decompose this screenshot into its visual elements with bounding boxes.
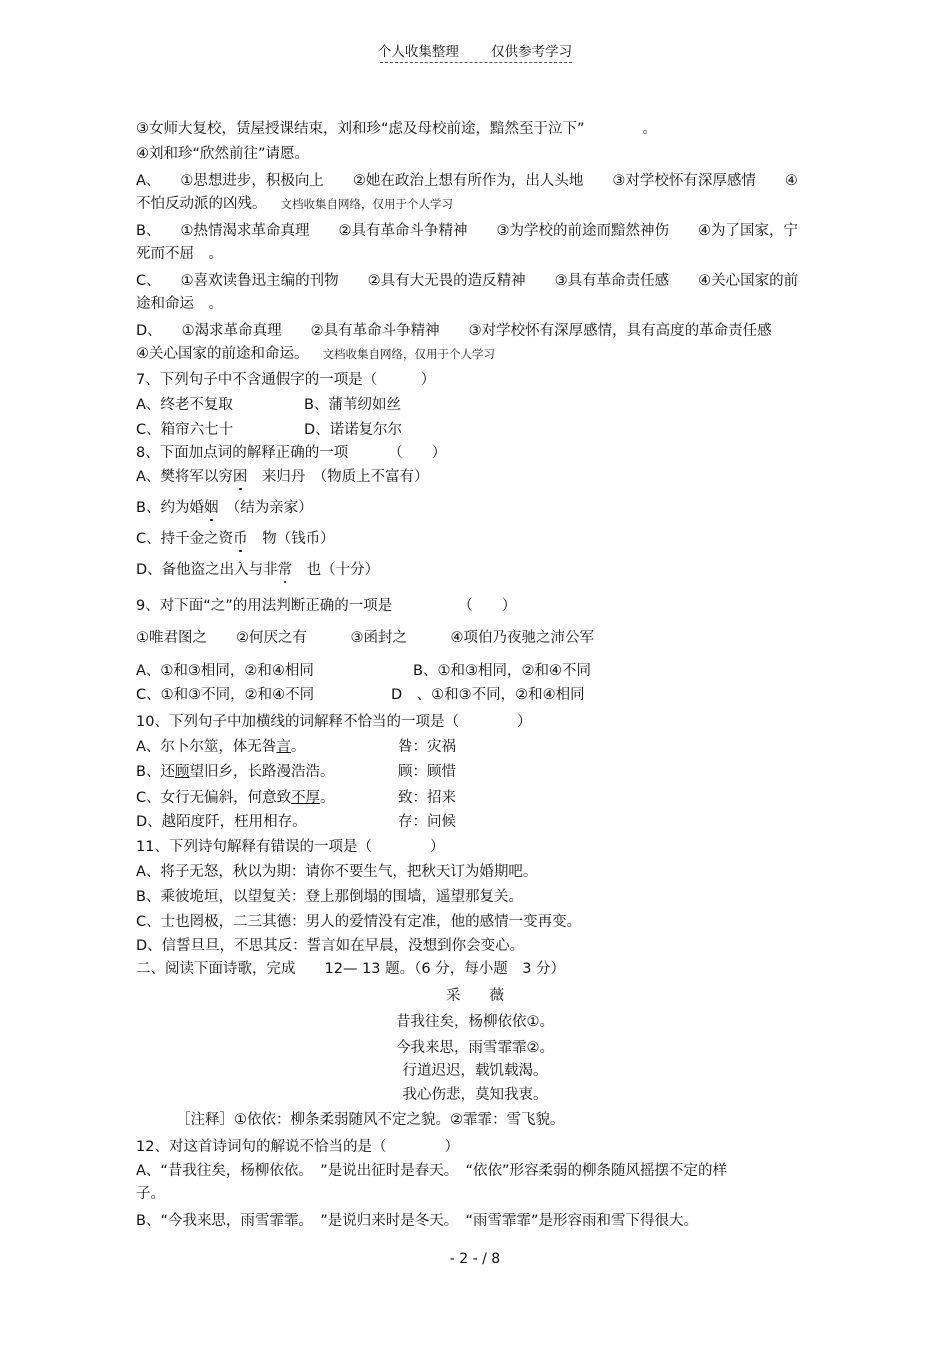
q12-option-a: A、“昔我往矣，杨柳依依。 ”是说出征时是春天。 “依依”形容柔弱的柳条随风摇摆不定的样 [136,1163,727,1179]
question-10: 10、下列句子中加横线的词解释不恰当的一项是（ ） [136,714,532,730]
question-11: 11、下列诗句解释有错误的一项是（ ） [136,839,445,855]
poem-line: 昔我往矣，杨柳依依①。 [396,1014,554,1030]
source-note: 文档收集自网络，仅用于个人学习 [322,347,495,361]
question-7: 7、下列句子中不含通假字的一项是（ ） [136,372,436,388]
item-4: ④刘和珍“欣然前往”请愿。 [136,146,310,162]
q8-option-c: C、持千金之资币 物（钱币） [136,531,335,547]
q7-options-row-1: A、终老不复取 B、蒲苇纫如丝 [136,397,401,413]
q10-option-b: B、还顾望旧乡，长路漫浩浩。 顾：顾惜 [136,764,456,780]
q11-option-d: D、信誓旦旦，不思其反：誓言如在早晨，没想到你会变心。 [136,938,525,954]
q11-option-a: A、将子无怒，秋以为期：请你不要生气，把秋天订为婚期吧。 [136,864,538,880]
page-number: - 2 - / 8 [449,1251,501,1267]
poem-annotation: ［注释］①依依：柳条柔弱随风不定之貌。②霏霏：雪飞貌。 [176,1112,565,1128]
question-9: 9、对下面“之”的用法判断正确的一项是 （ ） [136,598,517,614]
q8-option-a: A、樊将军以穷困 来归丹 （物质上不富有） [136,469,429,485]
header-rule [380,62,572,63]
q8-option-d: D、备他盗之出入与非常 也（十分） [136,562,380,578]
q9-items: ①唯君图之 ②何厌之有 ③函封之 ④项伯乃夜驰之沛公军 [136,630,594,646]
option-b: B、 ①热情渴求革命真理 ②具有革命斗争精神 ③为学校的前途而黯然神伤 ④为了国家，宁 [136,223,798,239]
q9-options-row-2: C、①和③不同，②和④不同 D 、①和③不同，②和④相同 [136,687,585,703]
option-d-cont: ④关心国家的前途和命运。 文档收集自网络，仅用于个人学习 [136,346,495,362]
option-b-cont: 死而不屈 。 [136,246,223,262]
q12-option-a-cont: 子。 [136,1186,165,1202]
option-a: A、 ①思想进步，积极向上 ②她在政治上想有所作为，出人头地 ③对学校怀有深厚感情 ④ [136,173,798,189]
q7-options-row-2: C、箱帘六七十 D、诺诺复尔尔 [136,422,403,438]
q10-option-a: A、尔卜尔筮，体无咎言。 咎：灾祸 [136,739,456,755]
q10-option-d: D、越陌度阡，枉用相存。 存：问候 [136,814,456,830]
page-header [0,40,950,60]
q8-option-b: B、约为婚姻 （结为亲家） [136,500,313,516]
section-2-heading: 二、阅读下面诗歌，完成 12— 13 题。（6 分，每小题 3 分） [136,961,566,977]
option-c-cont: 途和命运 。 [136,296,223,312]
poem-line: 我心伤悲，莫知我衷。 [402,1087,548,1103]
q11-option-b: B、乘彼垝垣，以望复关：登上那倒塌的围墙，遥望那复关。 [136,889,523,905]
q11-option-c: C、士也罔极，二三其德：男人的爱情没有定准，他的感情一变再变。 [136,914,582,930]
poem-title: 采 薇 [446,988,504,1004]
question-8: 8、下面加点词的解释正确的一项 （ ） [136,445,447,461]
question-12: 12、对这首诗词句的解说不恰当的是（ ） [136,1139,459,1155]
q12-option-b: B、“今我来思，雨雪霏霏。 ”是说归来时是冬天。 “雨雪霏霏”是形容雨和雪下得很大。 [136,1213,698,1229]
poem-line: 今我来思，雨雪霏霏②。 [396,1040,554,1056]
q10-option-c: C、女行无偏斜，何意致不厚。 致：招来 [136,790,456,806]
header-left-text: 个人收集整理 [377,44,459,60]
header-right-text: 仅供参考学习 [491,44,573,60]
item-3: ③女师大复校，赁屋授课结束，刘和珍“虑及母校前途，黯然至于泣下” 。 [136,121,658,137]
option-a-cont: 不怕反动派的凶残。 文档收集自网络，仅用于个人学习 [136,196,453,212]
source-note: 文档收集自网络，仅用于个人学习 [280,197,453,211]
poem-line: 行道迟迟，载饥载渴。 [402,1063,548,1079]
q9-options-row-1: A、①和③相同，②和④相同 B、①和③相同，②和④不同 [136,663,591,679]
option-c: C、 ①喜欢读鲁迅主编的刊物 ②具有大无畏的造反精神 ③具有革命责任感 ④关心国家的前 [136,273,799,289]
option-d: D、 ①渴求革命真理 ②具有革命斗争精神 ③对学校怀有深厚感情，具有高度的革命责任感 [136,323,772,339]
